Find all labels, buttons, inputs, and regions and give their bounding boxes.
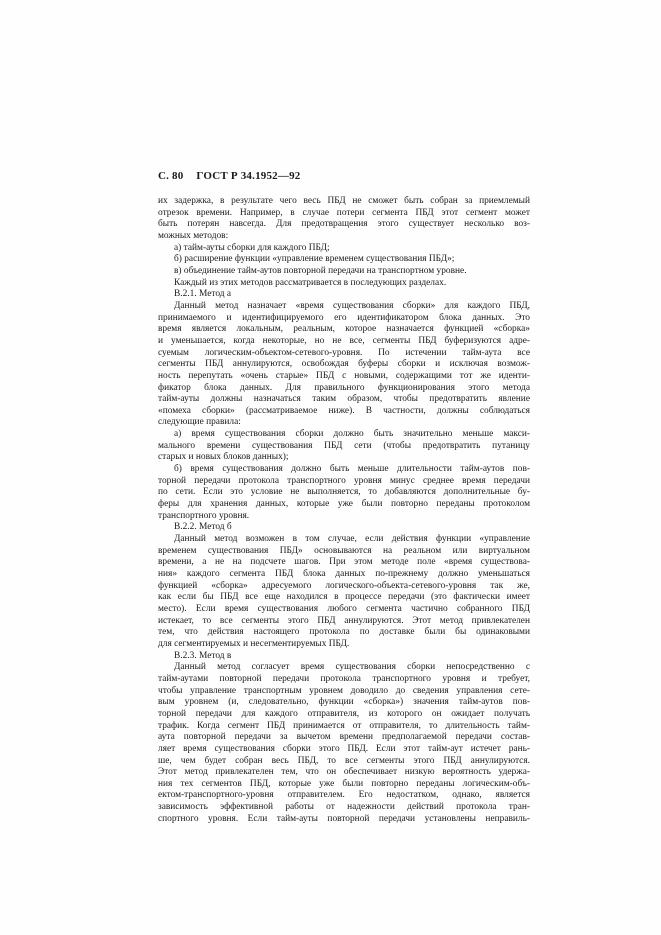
section-heading: В.2.3. Метод в — [174, 650, 232, 661]
text-line: для сегментируемых и несегментируемых ПБД. — [158, 638, 350, 649]
text-line: аута повторной передачи за вычетом времени предполагаемой передачи состав- — [158, 732, 530, 743]
text-line: истекает, то все сегменты этого ПБД аннулируются. Этот метод привлекателен — [158, 615, 530, 626]
text-line: их задержка, в результате чего весь ПБД не сможет быть собран за приемлемый — [158, 196, 530, 206]
text-line: а) тайм-ауты сборки для каждого ПБД; — [174, 242, 330, 253]
text-line: быть потерян навсегда. Для предотвращения этого существует несколько воз- — [158, 219, 530, 230]
text-line: а) время существования сборки должно быть значительно меньше макси- — [174, 429, 530, 440]
page-number: С. 80 — [158, 170, 184, 182]
text-line: времени, а не на подсчете шагов. При этом методе поле «время существова- — [158, 557, 530, 568]
text-line: торной передачи для каждого отправителя, из которого он ожидает получать — [158, 708, 530, 719]
text-line: можных методов: — [158, 230, 229, 241]
text-line: суемым логическим-объектом-сетевого-уровня. По истечении тайм-аута все — [158, 347, 530, 358]
text-line: временем существования ПБД» основываются на реальном или виртуальном — [158, 545, 530, 556]
text-line: Этот метод привлекателен тем, что он обеспечивает низкую вероятность удержа- — [158, 767, 530, 778]
text-line: место). Если время существования любого сегмента частично собранного ПБД — [158, 603, 530, 614]
text-line: ектом-транспортного-уровня отправителем. Его недостатком, однако, является — [158, 790, 530, 801]
section-heading: В.2.1. Метод а — [174, 289, 232, 300]
text-line: по сети. Если это условие не выполняется, то добавляются дополнительные бу- — [158, 487, 530, 498]
text-line: мального времени существования ПБД сети (чтобы предотвратить путаницу — [158, 440, 530, 451]
text-line: ния» каждого сегмента ПБД блока данных по-прежнему должно уменьшаться — [158, 569, 530, 579]
text-line: время является локальным, реальным, которое назначается функцией «сборка» — [158, 324, 530, 335]
text-line: тайм-аутами повторной передачи протокола транспортного уровня и требует, — [158, 673, 530, 684]
text-line: зависимость эффективной работы от надежности действий протокола тран- — [158, 802, 530, 813]
page-header — [158, 170, 300, 182]
text-line: сегменты ПБД аннулируются, освобождая буферы сборки и исключая возмож- — [158, 359, 530, 370]
text-line: б) время существования должно быть меньше длительности тайм-аутов пов- — [174, 464, 530, 475]
text-line: ляет время существования сборки этого ПБД. Если этот тайм-аут истечет рань- — [158, 743, 530, 754]
text-line: чтобы управление транспортным уровнем доводило до сведения управления сете- — [158, 685, 530, 696]
text-line: транспортного уровня. — [158, 510, 250, 521]
text-line: в) объединение тайм-аутов повторной передачи на транспортном уровне. — [174, 265, 467, 276]
text-line: следующие правила: — [158, 417, 241, 428]
text-line: Каждый из этих методов рассматривается в последующих разделах. — [174, 277, 447, 288]
standard-title: ГОСТ Р 34.1952—92 — [196, 170, 301, 182]
text-line: принимаемого и идентифицируемого его идентификатором блока данных. Это — [158, 312, 530, 323]
text-line: ния тех сегментов ПБД, которые уже были повторно переданы логическим-объ- — [158, 778, 530, 789]
text-line: функцией «сборка» адресуемого логического-объекта-сетевого-уровня так же, — [158, 580, 530, 591]
text-line: трафик. Когда сегмент ПБД принимается от отправителя, то длительность тайм- — [158, 720, 530, 731]
text-line: тем, что действия настоящего протокола по доставке были бы одинаковыми — [158, 627, 530, 638]
text-line: спортного уровня. Если тайм-ауты повторной передачи установлены неправиль- — [158, 813, 530, 824]
text-line: вым уровнем (и, следовательно, функции «сборка») значения тайм-аутов пов- — [158, 697, 530, 708]
text-line: тайм-ауты должны назначаться таким образом, чтобы предотвратить явление — [158, 394, 530, 405]
text-line: феры для хранения данных, которые уже были повторно переданы протоколом — [158, 499, 530, 510]
text-line: отрезок времени. Например, в случае потери сегмента ПБД этот сегмент может — [158, 207, 530, 218]
text-line: фикатор блока данных. Для правильного функционирования этого метода — [158, 382, 530, 393]
text-line: торной передачи протокола транспортного уровня минус среднее время передачи — [158, 475, 530, 486]
text-line: как если бы ПБД все еще находился в процессе передачи (это фактически имеет — [158, 592, 530, 603]
text-line: Данный метод назначает «время существования сборки» для каждого ПБД, — [174, 300, 530, 311]
text-line: ность перепутать «очень старые» ПБД с новыми, содержащими тот же иденти- — [158, 370, 530, 381]
text-line: «помеха сборки» (рассматриваемое ниже). В частности, должны соблюдаться — [158, 405, 530, 416]
text-line: Данный метод возможен в том случае, если действия функции «управление — [174, 534, 530, 545]
text-line: б) расширение функции «управление временем существования ПБД»; — [174, 254, 455, 265]
text-line: Данный метод согласует время существования сборки непосредственно с — [174, 662, 530, 673]
body-text — [158, 196, 530, 825]
text-line: старых и новых блоков данных); — [158, 452, 289, 463]
text-line: ше, чем будет собран весь ПБД, то все сегменты этого ПБД аннулируются. — [158, 755, 530, 766]
section-heading: В.2.2. Метод б — [174, 522, 232, 533]
text-line: и уменьшается, когда некоторые, но не все, сегменты ПБД буферизуются адре- — [158, 335, 530, 346]
